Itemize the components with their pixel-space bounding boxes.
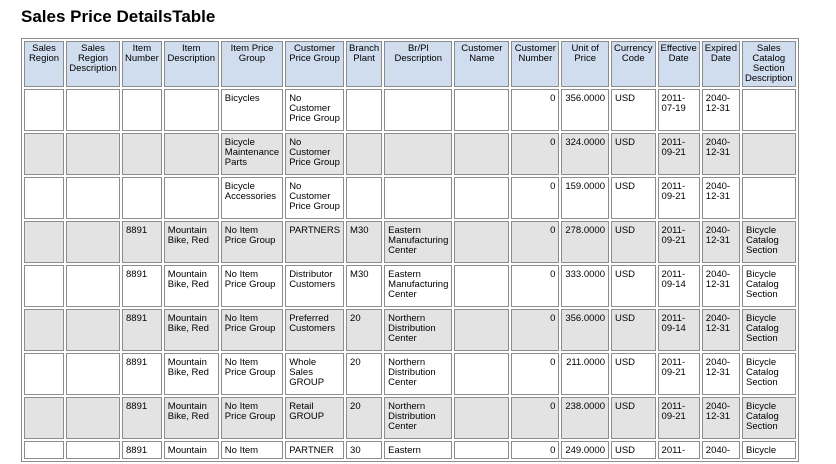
cell-expired-date: 2040-12-31	[702, 265, 740, 307]
cell-customer-name	[454, 221, 509, 263]
cell-item-description	[164, 133, 219, 175]
table-row	[24, 441, 796, 459]
cell-item-price-group: No Item	[221, 441, 283, 459]
cell-effective-date: 2011-07-19	[658, 89, 700, 131]
cell-br-pl-description	[384, 133, 452, 175]
column-header-currency-code[interactable]: Currency Code	[611, 41, 656, 87]
cell-unit-of-price: 356.0000	[561, 309, 609, 351]
cell-customer-name	[454, 133, 509, 175]
cell-customer-price-group: PARTNERS	[285, 221, 344, 263]
cell-effective-date: 2011-09-21	[658, 177, 700, 219]
cell-item-price-group: No Item Price Group	[221, 353, 283, 395]
cell-item-number	[122, 89, 162, 131]
cell-item-description: Mountain Bike, Red	[164, 309, 219, 351]
cell-currency-code: USD	[611, 441, 656, 459]
cell-sales-region	[24, 441, 64, 459]
cell-unit-of-price: 324.0000	[561, 133, 609, 175]
cell-item-description: Mountain Bike, Red	[164, 265, 219, 307]
cell-customer-price-group: Preferred Customers	[285, 309, 344, 351]
cell-unit-of-price: 278.0000	[561, 221, 609, 263]
cell-br-pl-description: Eastern Manufacturing Center	[384, 265, 452, 307]
cell-sales-region-description	[66, 441, 120, 459]
cell-currency-code: USD	[611, 89, 656, 131]
cell-customer-name	[454, 89, 509, 131]
cell-sales-catalog-section-description: Bicycle Catalog Section	[742, 221, 796, 263]
cell-br-pl-description	[384, 177, 452, 219]
cell-customer-number: 0	[511, 309, 559, 351]
cell-customer-name	[454, 309, 509, 351]
column-header-customer-price-group[interactable]: Customer Price Group	[285, 41, 344, 87]
cell-effective-date: 2011-	[658, 441, 700, 459]
cell-customer-price-group: Retail GROUP	[285, 397, 344, 439]
cell-br-pl-description: Northern Distribution Center	[384, 397, 452, 439]
cell-branch-plant: M30	[346, 265, 382, 307]
cell-customer-price-group: No Customer Price Group	[285, 177, 344, 219]
cell-item-description	[164, 89, 219, 131]
cell-item-price-group: No Item Price Group	[221, 265, 283, 307]
cell-item-number: 8891	[122, 221, 162, 263]
cell-customer-price-group: No Customer Price Group	[285, 89, 344, 131]
cell-customer-number: 0	[511, 221, 559, 263]
cell-expired-date: 2040-12-31	[702, 309, 740, 351]
cell-sales-region-description	[66, 89, 120, 131]
column-header-item-description[interactable]: Item Description	[164, 41, 219, 87]
cell-customer-number: 0	[511, 265, 559, 307]
cell-customer-price-group: PARTNER	[285, 441, 344, 459]
cell-item-description: Mountain Bike, Red	[164, 397, 219, 439]
cell-item-number: 8891	[122, 397, 162, 439]
cell-currency-code: USD	[611, 353, 656, 395]
cell-effective-date: 2011-09-21	[658, 133, 700, 175]
cell-customer-number: 0	[511, 89, 559, 131]
cell-sales-region-description	[66, 133, 120, 175]
cell-sales-region-description	[66, 221, 120, 263]
column-header-unit-of-price[interactable]: Unit of Price	[561, 41, 609, 87]
cell-item-description	[164, 177, 219, 219]
cell-customer-name	[454, 397, 509, 439]
table-row	[24, 177, 796, 219]
cell-item-number: 8891	[122, 309, 162, 351]
cell-effective-date: 2011-09-14	[658, 265, 700, 307]
cell-sales-catalog-section-description: Bicycle	[742, 441, 796, 459]
table-row	[24, 353, 796, 395]
cell-item-price-group: Bicycle Accessories	[221, 177, 283, 219]
cell-item-number: 8891	[122, 441, 162, 459]
column-header-item-number[interactable]: Item Number	[122, 41, 162, 87]
table-container	[21, 38, 799, 462]
cell-effective-date: 2011-09-14	[658, 309, 700, 351]
cell-customer-number: 0	[511, 441, 559, 459]
cell-expired-date: 2040-12-31	[702, 89, 740, 131]
table-row	[24, 133, 796, 175]
cell-effective-date: 2011-09-21	[658, 353, 700, 395]
cell-customer-name	[454, 265, 509, 307]
cell-currency-code: USD	[611, 177, 656, 219]
cell-currency-code: USD	[611, 265, 656, 307]
cell-br-pl-description	[384, 89, 452, 131]
cell-branch-plant: 20	[346, 353, 382, 395]
cell-branch-plant	[346, 177, 382, 219]
cell-branch-plant: 30	[346, 441, 382, 459]
cell-unit-of-price: 356.0000	[561, 89, 609, 131]
cell-effective-date: 2011-09-21	[658, 221, 700, 263]
table-row	[24, 397, 796, 439]
cell-customer-number: 0	[511, 353, 559, 395]
cell-customer-price-group: Distributor Customers	[285, 265, 344, 307]
column-header-effective-date[interactable]: Effective Date	[658, 41, 700, 87]
cell-unit-of-price: 238.0000	[561, 397, 609, 439]
table-row	[24, 221, 796, 263]
cell-br-pl-description: Eastern Manufacturing Center	[384, 221, 452, 263]
cell-currency-code: USD	[611, 133, 656, 175]
cell-customer-price-group: No Customer Price Group	[285, 133, 344, 175]
cell-customer-number: 0	[511, 133, 559, 175]
cell-item-number: 8891	[122, 265, 162, 307]
table-body	[24, 89, 796, 459]
cell-branch-plant: 20	[346, 309, 382, 351]
table-row	[24, 89, 796, 131]
cell-branch-plant: 20	[346, 397, 382, 439]
cell-br-pl-description: Northern Distribution Center	[384, 353, 452, 395]
column-header-sales-catalog-section-description[interactable]: Sales Catalog Section Description	[742, 41, 796, 87]
cell-customer-name	[454, 353, 509, 395]
cell-expired-date: 2040-12-31	[702, 221, 740, 263]
cell-item-description: Mountain Bike, Red	[164, 353, 219, 395]
cell-expired-date: 2040-12-31	[702, 133, 740, 175]
column-header-br-pl-description[interactable]: Br/Pl Description	[384, 41, 452, 87]
cell-unit-of-price: 159.0000	[561, 177, 609, 219]
cell-branch-plant	[346, 89, 382, 131]
cell-br-pl-description: Northern Distribution Center	[384, 309, 452, 351]
cell-sales-catalog-section-description: Bicycle Catalog Section	[742, 397, 796, 439]
cell-customer-number: 0	[511, 397, 559, 439]
cell-branch-plant	[346, 133, 382, 175]
cell-sales-region	[24, 397, 64, 439]
cell-branch-plant: M30	[346, 221, 382, 263]
column-header-customer-number[interactable]: Customer Number	[511, 41, 559, 87]
cell-sales-region-description	[66, 397, 120, 439]
cell-sales-region-description	[66, 265, 120, 307]
cell-currency-code: USD	[611, 309, 656, 351]
cell-sales-region-description	[66, 177, 120, 219]
cell-customer-name	[454, 177, 509, 219]
cell-item-number	[122, 177, 162, 219]
cell-item-price-group: Bicycle Maintenance Parts	[221, 133, 283, 175]
cell-unit-of-price: 211.0000	[561, 353, 609, 395]
cell-item-price-group: No Item Price Group	[221, 397, 283, 439]
table-row	[24, 265, 796, 307]
table-header-row	[24, 41, 796, 87]
column-header-branch-plant[interactable]: Branch Plant	[346, 41, 382, 87]
cell-item-price-group: No Item Price Group	[221, 221, 283, 263]
cell-customer-name	[454, 441, 509, 459]
cell-sales-region	[24, 133, 64, 175]
cell-expired-date: 2040-12-31	[702, 397, 740, 439]
cell-sales-region	[24, 221, 64, 263]
cell-item-number	[122, 133, 162, 175]
cell-customer-price-group: Whole Sales GROUP	[285, 353, 344, 395]
cell-currency-code: USD	[611, 221, 656, 263]
cell-item-description: Mountain	[164, 441, 219, 459]
cell-currency-code: USD	[611, 397, 656, 439]
cell-sales-catalog-section-description	[742, 133, 796, 175]
cell-item-description: Mountain Bike, Red	[164, 221, 219, 263]
cell-sales-region-description	[66, 353, 120, 395]
cell-br-pl-description: Eastern	[384, 441, 452, 459]
column-header-customer-name[interactable]: Customer Name	[454, 41, 509, 87]
cell-item-price-group: Bicycles	[221, 89, 283, 131]
column-header-item-price-group[interactable]: Item Price Group	[221, 41, 283, 87]
column-header-expired-date[interactable]: Expired Date	[702, 41, 740, 87]
cell-unit-of-price: 249.0000	[561, 441, 609, 459]
cell-sales-region	[24, 89, 64, 131]
cell-sales-region-description	[66, 309, 120, 351]
cell-sales-catalog-section-description	[742, 177, 796, 219]
cell-sales-region	[24, 177, 64, 219]
sales-price-table	[21, 38, 799, 462]
cell-unit-of-price: 333.0000	[561, 265, 609, 307]
cell-effective-date: 2011-09-21	[658, 397, 700, 439]
column-header-sales-region-description[interactable]: Sales Region Description	[66, 41, 120, 87]
cell-expired-date: 2040-12-31	[702, 177, 740, 219]
cell-expired-date: 2040-12-31	[702, 353, 740, 395]
cell-sales-region	[24, 353, 64, 395]
cell-item-price-group: No Item Price Group	[221, 309, 283, 351]
cell-sales-region	[24, 309, 64, 351]
cell-sales-catalog-section-description	[742, 89, 796, 131]
cell-sales-catalog-section-description: Bicycle Catalog Section	[742, 265, 796, 307]
cell-expired-date: 2040-	[702, 441, 740, 459]
cell-customer-number: 0	[511, 177, 559, 219]
cell-item-number: 8891	[122, 353, 162, 395]
column-header-sales-region[interactable]: Sales Region	[24, 41, 64, 87]
cell-sales-catalog-section-description: Bicycle Catalog Section	[742, 353, 796, 395]
page-title: Sales Price DetailsTable	[21, 7, 216, 26]
cell-sales-catalog-section-description: Bicycle Catalog Section	[742, 309, 796, 351]
cell-sales-region	[24, 265, 64, 307]
table-row	[24, 309, 796, 351]
